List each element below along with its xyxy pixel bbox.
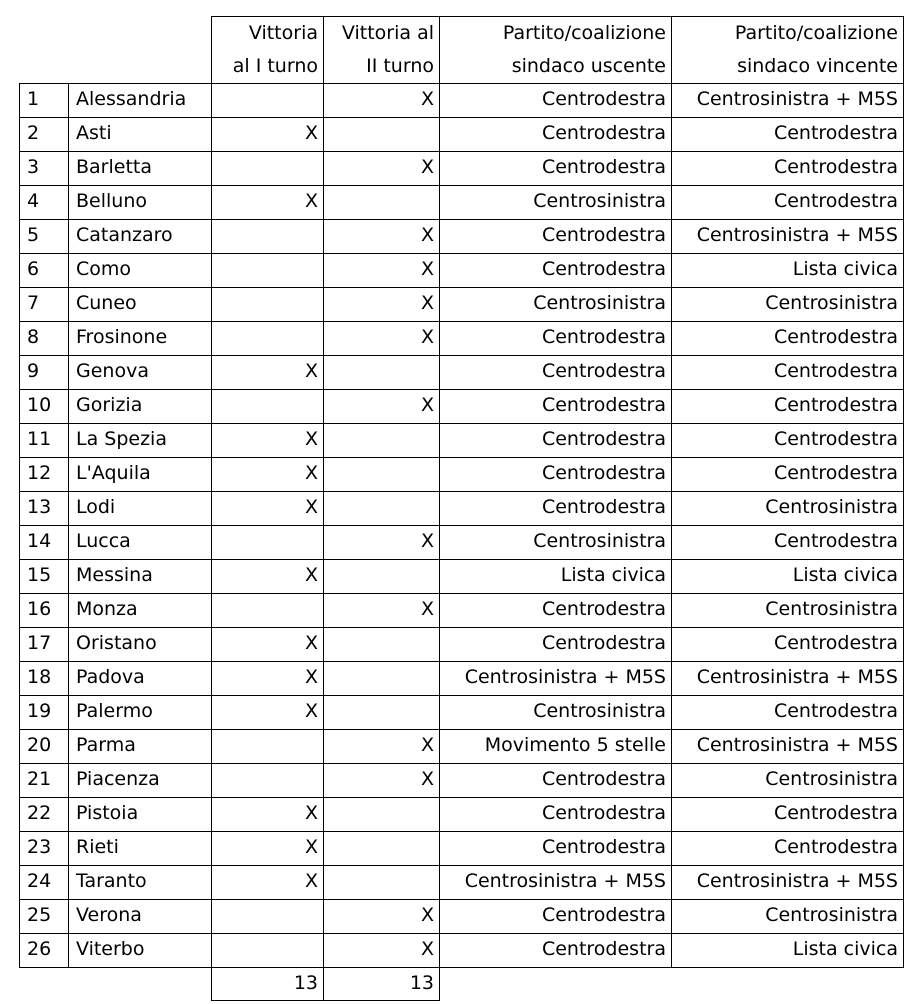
header-top-border [211,16,903,17]
second-round-mark [323,457,439,491]
outgoing-party: Centrodestra [541,938,666,960]
first-round-mark: X [304,428,318,450]
second-round-mark [323,355,439,389]
row-border [19,219,903,220]
second-round-mark: X [420,938,434,960]
row-border [19,457,903,458]
winning-party: Centrodestra [773,836,898,858]
outgoing-party: Centrodestra [541,632,666,654]
second-round-mark [323,831,439,865]
row-number: 6 [27,258,40,280]
row-border [19,185,903,186]
winning-party: Centrosinistra + M5S [696,88,898,110]
first-round-mark [211,729,323,763]
second-round-mark [323,797,439,831]
row-number: 20 [27,734,52,756]
row-border [19,729,903,730]
row-number: 3 [27,156,40,178]
first-round-mark: X [304,564,318,586]
first-round-mark: X [304,122,318,144]
header-first-round-line2: al I turno [232,55,318,77]
city-name: Genova [76,360,149,382]
winning-party: Centrodestra [773,326,898,348]
totals-bottom-border [211,1000,439,1001]
second-round-mark: X [420,258,434,280]
first-round-mark [211,287,323,321]
row-border [19,831,903,832]
outgoing-party: Centrodestra [541,462,666,484]
total-second-round: 13 [409,972,434,994]
second-round-mark: X [420,530,434,552]
row-number: 4 [27,190,40,212]
city-name: Gorizia [76,394,143,416]
winning-party: Centrosinistra + M5S [696,870,898,892]
first-round-mark [211,253,323,287]
row-border [19,151,903,152]
winning-party: Centrodestra [773,360,898,382]
first-round-mark [211,151,323,185]
outgoing-party: Centrodestra [541,156,666,178]
second-round-mark: X [420,88,434,110]
first-round-mark [211,219,323,253]
city-name: Viterbo [76,938,145,960]
row-number: 17 [27,632,52,654]
first-round-mark [211,899,323,933]
row-border [19,695,903,696]
row-border [19,287,903,288]
winning-party: Centrodestra [773,530,898,552]
winning-party: Centrosinistra [765,768,898,790]
first-round-mark: X [304,496,318,518]
header-winning-party-line2: sindaco vincente [737,55,898,77]
outgoing-party: Movimento 5 stelle [484,734,666,756]
row-number: 11 [27,428,52,450]
second-round-mark [323,185,439,219]
city-name: Piacenza [76,768,160,790]
row-border [19,491,903,492]
second-round-mark [323,423,439,457]
outgoing-party: Centrodestra [541,326,666,348]
winning-party: Centrosinistra + M5S [696,224,898,246]
row-number: 25 [27,904,52,926]
outgoing-party: Centrodestra [541,836,666,858]
city-name: Frosinone [76,326,168,348]
row-border [19,389,903,390]
row-number: 5 [27,224,40,246]
winning-party: Lista civica [792,938,898,960]
city-name: Asti [76,122,112,144]
winning-party: Centrodestra [773,122,898,144]
header-second-round-line1: Vittoria al [341,22,434,44]
city-name: Catanzaro [76,224,173,246]
winning-party: Centrosinistra [765,904,898,926]
row-number: 8 [27,326,40,348]
first-round-mark: X [304,190,318,212]
city-name: Pistoia [76,802,139,824]
row-number: 7 [27,292,40,314]
row-border [19,661,903,662]
outgoing-party: Centrosinistra [533,190,666,212]
winning-party: Centrosinistra + M5S [696,734,898,756]
outgoing-party: Centrodestra [541,598,666,620]
outgoing-party: Lista civica [560,564,666,586]
row-number: 14 [27,530,52,552]
second-round-mark: X [420,156,434,178]
first-round-mark [211,525,323,559]
outgoing-party: Centrosinistra [533,530,666,552]
winning-party: Centrosinistra [765,598,898,620]
first-round-mark: X [304,462,318,484]
first-round-mark [211,763,323,797]
city-name: Verona [76,904,142,926]
winning-party: Lista civica [792,258,898,280]
city-name: Taranto [76,870,147,892]
row-border [19,627,903,628]
row-border [19,797,903,798]
row-number: 12 [27,462,52,484]
row-border [19,117,903,118]
row-border [19,423,903,424]
second-round-mark [323,661,439,695]
second-round-mark [323,627,439,661]
first-round-mark [211,389,323,423]
city-name: L'Aquila [76,462,151,484]
row-border [19,355,903,356]
row-number: 24 [27,870,52,892]
winning-party: Centrodestra [773,632,898,654]
second-round-mark: X [420,904,434,926]
row-number: 21 [27,768,52,790]
outgoing-party: Centrodestra [541,768,666,790]
second-round-mark: X [420,224,434,246]
second-round-mark [323,695,439,729]
row-number: 23 [27,836,52,858]
outgoing-party: Centrodestra [541,394,666,416]
outgoing-party: Centrosinistra [533,292,666,314]
outgoing-party: Centrosinistra + M5S [464,666,666,688]
winning-party: Centrodestra [773,428,898,450]
second-round-mark: X [420,394,434,416]
first-round-mark: X [304,666,318,688]
first-round-mark: X [304,360,318,382]
city-name: Alessandria [76,88,187,110]
row-border [19,865,903,866]
winning-party: Centrosinistra [765,496,898,518]
second-round-mark [323,491,439,525]
row-number: 16 [27,598,52,620]
city-name: Messina [76,564,153,586]
city-name: Padova [76,666,145,688]
header-outgoing-party-line2: sindaco uscente [511,55,666,77]
second-round-mark [323,117,439,151]
second-round-mark: X [420,598,434,620]
row-number: 9 [27,360,40,382]
second-round-mark: X [420,326,434,348]
winning-party: Centrosinistra + M5S [696,666,898,688]
first-round-mark: X [304,836,318,858]
city-name: Oristano [76,632,157,654]
second-round-mark: X [420,292,434,314]
row-border [19,593,903,594]
row-border [19,83,903,84]
winning-party: Centrodestra [773,802,898,824]
first-round-mark [211,933,323,967]
first-round-mark [211,593,323,627]
second-round-column-border [323,16,324,1001]
city-name: Parma [76,734,136,756]
row-number: 18 [27,666,52,688]
winning-party: Centrodestra [773,156,898,178]
row-border [19,967,903,968]
city-name: La Spezia [76,428,167,450]
row-number: 10 [27,394,52,416]
winning-party: Centrodestra [773,462,898,484]
row-border [19,253,903,254]
city-name: Palermo [76,700,153,722]
first-round-mark [211,83,323,117]
city-name: Lucca [76,530,131,552]
outgoing-party: Centrodestra [541,904,666,926]
left-border [19,83,20,967]
winning-party: Lista civica [792,564,898,586]
row-number: 2 [27,122,40,144]
number-column-border [68,83,69,967]
row-number: 15 [27,564,52,586]
first-round-mark: X [304,632,318,654]
header-second-round-line2: II turno [366,55,434,77]
right-border [903,16,904,968]
winning-party: Centrodestra [773,700,898,722]
outgoing-party: Centrodestra [541,122,666,144]
outgoing-party: Centrodestra [541,428,666,450]
row-border [19,899,903,900]
first-round-mark: X [304,700,318,722]
outgoing-party: Centrosinistra + M5S [464,870,666,892]
outgoing-party: Centrodestra [541,802,666,824]
outgoing-party: Centrosinistra [533,700,666,722]
second-round-mark: X [420,734,434,756]
header-first-round-line1: Vittoria [248,22,318,44]
second-round-mark [323,559,439,593]
city-name: Como [76,258,132,280]
outgoing-party: Centrodestra [541,258,666,280]
first-round-mark: X [304,802,318,824]
row-number: 13 [27,496,52,518]
row-border [19,559,903,560]
city-name: Lodi [76,496,116,518]
city-name: Barletta [76,156,152,178]
row-border [19,763,903,764]
total-first-round: 13 [293,972,318,994]
city-name: Cuneo [76,292,137,314]
second-round-mark: X [420,768,434,790]
second-round-mark [323,865,439,899]
winning-party: Centrodestra [773,394,898,416]
outgoing-party: Centrodestra [541,496,666,518]
winning-party: Centrosinistra [765,292,898,314]
outgoing-party: Centrodestra [541,360,666,382]
first-round-mark: X [304,870,318,892]
outgoing-party: Centrodestra [541,88,666,110]
outgoing-party: Centrodestra [541,224,666,246]
city-name: Rieti [76,836,119,858]
row-number: 26 [27,938,52,960]
winning-party: Centrodestra [773,190,898,212]
row-border [19,321,903,322]
header-winning-party-line1: Partito/coalizione [734,22,898,44]
row-border [19,525,903,526]
city-name: Monza [76,598,138,620]
first-round-mark [211,321,323,355]
row-border [19,933,903,934]
outgoing-column-border [439,16,440,1001]
row-number: 19 [27,700,52,722]
row-number: 22 [27,802,52,824]
city-name: Belluno [76,190,147,212]
first-round-column-border [211,16,212,1001]
header-outgoing-party-line1: Partito/coalizione [502,22,666,44]
row-number: 1 [27,88,40,110]
winning-column-border [671,16,672,967]
